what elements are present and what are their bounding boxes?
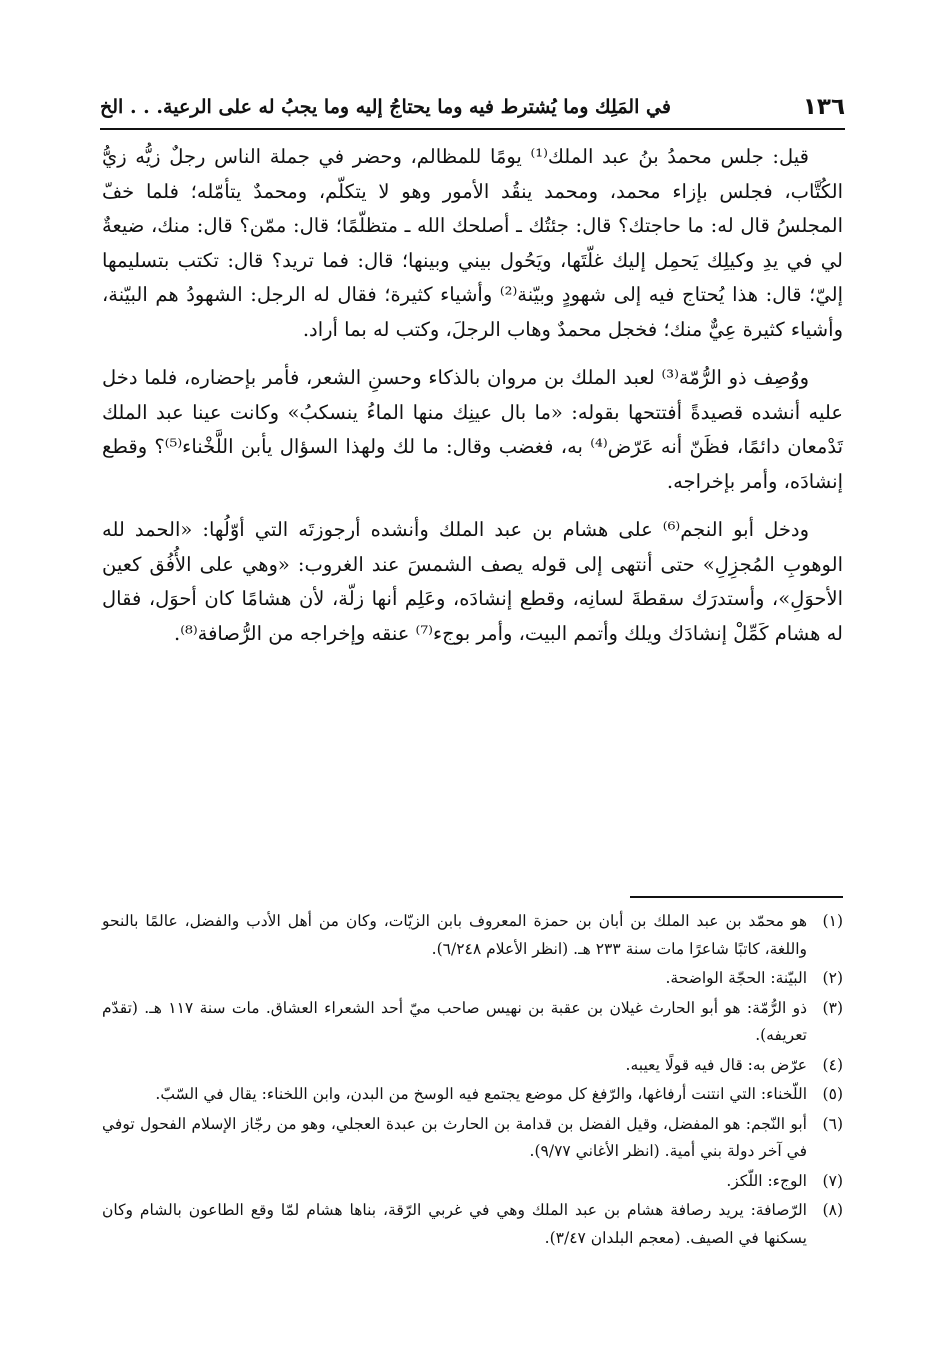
footnote-number: (٤) (822, 1055, 843, 1074)
page-header (100, 88, 845, 130)
footnote (102, 965, 843, 993)
footnote-text: البيّنة: الحجّة الواضحة. (665, 969, 807, 987)
footnote-number: (٨) (822, 1201, 843, 1219)
footnote-number: (٦) (822, 1114, 843, 1133)
footnote (102, 995, 843, 1050)
main-text (102, 140, 843, 665)
footnote-text: الرّصافة: يريد رصافة هشام بن عبد الملك وهي في غربي الرّقة، بناها هشام لمّا وقع الطاعون بالشام وكان يسكنها في الصيف. (معجم البلدان ٣/٤٧). (102, 1201, 807, 1247)
footnotes (102, 908, 843, 1254)
footnote-number: (١) (822, 912, 843, 930)
paragraph: ووُصِف ذو الرُّمّة⁽³⁾ لعبد الملك بن مروان بالذكاء وحسنِ الشعر، فأمر بإحضاره، فلما دخل عليه أنشده قصيدةً أفتتحها بقوله: «ما بال عينِك منها الماءُ ينسكبُ» وكانت عينا عبد الملك تَدْمعان دائمًا، فظَنّ أنه عَرّض⁽⁴⁾ به، فغضب وقال: ما لك ولهذا السؤال يأبن اللَّخْناء⁽⁵⁾؟ وقطع إنشادَه، وأمر بإخراجه. (102, 366, 843, 493)
running-title: في المَلِك وما يُشترط فيه وما يحتاجُ إليه وما يجبُ له على الرعية. . . الخ (100, 96, 671, 118)
footnote-number: (٥) (822, 1085, 843, 1103)
footnote-text: أبو النّجم: هو المفضل، وقيل الفضل بن قدامة بن الحارث بن عبدة العجلي، وهو من رجّاز الإسلام الفحول توفي في آخر دولة بني أمية. (انظر الأغاني ٩/٧٧). (102, 1114, 807, 1160)
footnote-divider (630, 896, 843, 898)
footnote-text: اللّخناء: التي انتنت أرفاغها، والرّفغ كل موضع يجتمع فيه الوسخ من البدن، وابن اللخناء: يقال في السّبّ. (155, 1085, 807, 1103)
footnote-text: عرّض به: قال فيه قولًا يعيبه. (625, 1055, 807, 1074)
paragraph: ودخل أبو النجم⁽⁶⁾ على هشام بن عبد الملك وأنشده أرجوزتَه التي أوّلُها: «الحمد لله الوهوبِ المُجزِلِ» حتى أنتهى إلى قوله يصف الشمسَ عند الغروب: «وهي على الأُفُق كعين الأحوَلِ»، وأستدرَك سقطةَ لسانِه، وقطع إنشادَه، وعَلِم أنها زلّة، لأن هشامًا كان أحوَل، فقال له هشام كَمِّلْ إنشادَك ويلك وأتمم البيت، وأمر بوجء⁽⁷⁾ عنقه وإخراجه من الرُّصافة⁽⁸⁾. (102, 518, 843, 645)
footnote (102, 1111, 843, 1166)
footnote-text: الوجء: اللّكز. (726, 1171, 807, 1190)
page-number: ١٣٦ (802, 94, 845, 120)
footnote (102, 1168, 843, 1196)
footnote (102, 1052, 843, 1080)
footnote-number: (٢) (822, 969, 843, 987)
footnote-number: (٧) (822, 1171, 843, 1190)
footnote (102, 908, 843, 963)
footnote (102, 1081, 843, 1109)
footnote (102, 1197, 843, 1252)
paragraph: قيل: جلس محمدُ بنُ عبد الملك⁽¹⁾ يومًا للمظالم، وحضر في جملة الناس رجلٌ زيُّه زيُّ الكُتَّاب، فجلس بإزاء محمد، ومحمد ينقُد الأمور وهو لا يتكلّم، ومحمدٌ يتأمّله؛ فلما خفّ المجلسُ قال له: ما حاجتك؟ قال: جئتُك ـ أصلحك الله ـ متظلّمًا؛ قال: ممّن؟ قال: منك، ضيعةٌ لي في يدِ وكيلِك يَحمِل إليك غلّتَها، ويَحُول بيني وبينها؛ قال: فما تريد؟ قال: تكتب بتسليمها إليّ؛ قال: هذا يُحتاج فيه إلى شهودٍ وبيّنة⁽²⁾ وأشياء كثيرة؛ فقال له الرجل: الشهودُ هم البيّنة، وأشياء كثيرة عِيٌّ منك؛ فخجل محمدٌ وهاب الرجلَ، وكتب له بما أراد. (102, 145, 843, 341)
footnote-text: هو محمّد بن عبد الملك بن أبان بن حمزة المعروف بابن الزيّات، وكان من أهل الأدب والفضل، عالمًا بالنحو واللغة، كاتبًا شاعرًا مات سنة ٢٣٣ هـ. (انظر الأعلام ٦/٢٤٨). (102, 912, 807, 958)
footnote-text: ذو الرُّمّة: هو أبو الحارث غيلان بن عقبة بن نهيس صاحب ميّ أحد الشعراء العشاق. مات سنة ١١٧ هـ. (تقدّم تعريفه). (102, 998, 807, 1044)
footnote-number: (٣) (822, 998, 843, 1017)
